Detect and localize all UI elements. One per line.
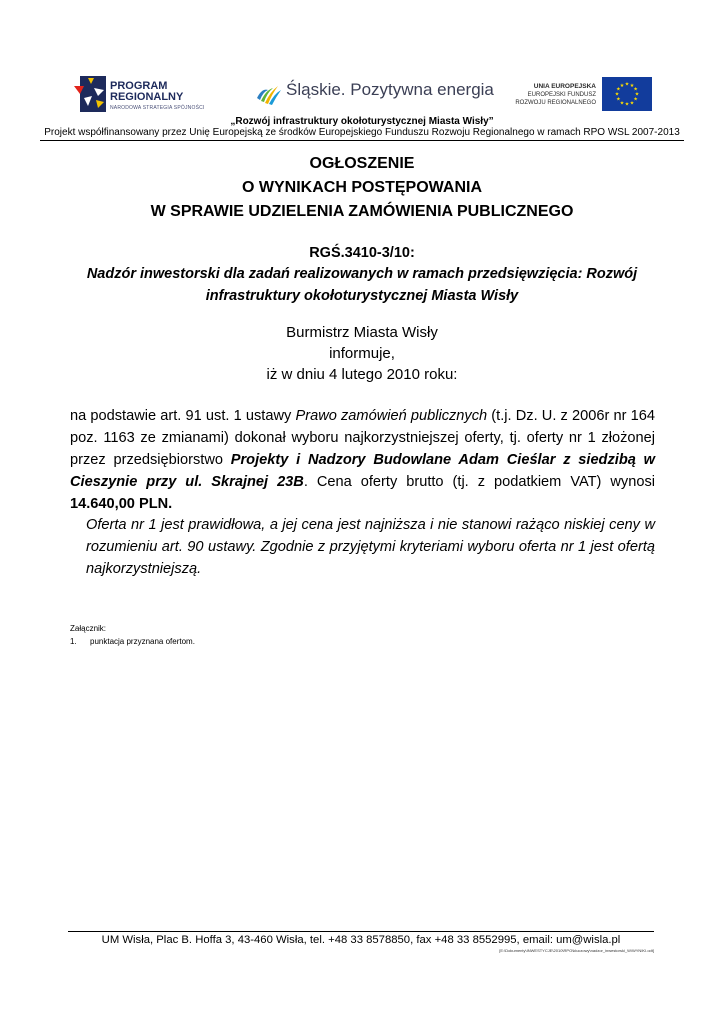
reference-number: RGŚ.3410-3/10:	[309, 245, 415, 261]
eu-star-icon: ★	[624, 81, 630, 88]
footer-file-path: [E:\Dokumenty\INWESTYCJE\2010\RPO\kluczowy\nadzor_inwestorski_W\WYNIKI.odt]	[499, 948, 654, 953]
slaskie-logo-text: Śląskie. Pozytywna energia	[286, 80, 494, 99]
footer-contact: UM Wisła, Plac B. Hoffa 3, 43-460 Wisła, tel. +48 33 8578850, fax +48 33 8552995, email: um@wisla.pl	[101, 934, 621, 946]
eu-star-icon: ★	[633, 86, 638, 93]
eu-star-icon: ★	[616, 86, 621, 93]
intro-line-3: iż w dniu 4 lutego 2010 roku:	[266, 366, 458, 383]
attachment-item: punktacja przyznana ofertom.	[90, 637, 195, 646]
eu-logo-line3: ROZWOJU REGIONALNEGO	[515, 100, 596, 106]
eu-star-icon: ★	[634, 91, 640, 98]
company-name: Projekty i Nadzory Budowlane Adam Cieślar z siedzibą w Cieszynie przy ul. Skrajnej 23B	[70, 452, 655, 490]
intro-line-2: informuje,	[329, 345, 395, 362]
cofinancing-note: Projekt współfinansowany przez Unię Europejską ze środków Europejskiego Funduszu Rozwoju Regionalnego w ramach RPO WSL 2007-2013	[44, 127, 680, 138]
slaskie-wave-icon	[254, 78, 282, 106]
program-regionalny-line2: REGIONALNY	[110, 91, 184, 103]
justification-paragraph: Oferta nr 1 jest prawidłowa, a jej cena jest najniższa i nie stanowi rażąco niskiej ceny w rozumieniu art. 90 ustawy. Zgodnie z przyjętymi kryteriami wyboru oferta nr 1 jest ofertą najkorzystniejszą.	[86, 517, 655, 577]
project-title: „Rozwój infrastruktury okołoturystycznej Miasta Wisły”	[230, 116, 494, 127]
body-part-3: . Cena oferty brutto (tj. z podatkiem VAT) wynosi	[303, 474, 655, 490]
eu-star-icon: ★	[629, 100, 635, 107]
law-name: Prawo zamówień publicznych	[295, 408, 488, 424]
attachments-label: Załącznik:	[70, 624, 107, 633]
body-part-2: (t.j. Dz. U. z 2006r nr 164 poz. 1163 ze zmianami) dokonał wyboru najkorzystniejszej oferty, tj. oferty nr 1 złożonej przez przedsiębiorstwo	[70, 408, 655, 468]
offer-price: 14.640,00 PLN.	[70, 496, 173, 512]
header-divider	[40, 140, 684, 141]
attachment-number: 1.	[70, 637, 77, 646]
eu-star-icon: ★	[619, 82, 625, 89]
body-part-1: na podstawie art. 91 ust. 1 ustawy	[70, 408, 296, 424]
eu-logo-line2: EUROPEJSKI FUNDUSZ	[527, 92, 596, 98]
document-title-line-2: O WYNIKACH POSTĘPOWANIA	[241, 179, 482, 196]
eu-logo	[508, 76, 654, 112]
program-regionalny-logo	[74, 72, 214, 116]
eu-star-icon: ★	[614, 91, 620, 98]
eu-star-icon: ★	[624, 101, 630, 108]
decision-paragraph	[70, 405, 655, 515]
eu-star-icon: ★	[616, 96, 621, 103]
document-title-line-3: W SPRAWIE UDZIELENIA ZAMÓWIENIA PUBLICZNEGO	[150, 203, 574, 220]
eu-flag-icon	[602, 77, 652, 111]
procurement-subject: Nadzór inwestorski dla zadań realizowanych w ramach przedsięwzięcia: Rozwój infrastruktury okołoturystycznej Miasta Wisły	[86, 266, 638, 304]
program-regionalny-line1: PROGRAM	[110, 80, 168, 92]
intro-line-1: Burmistrz Miasta Wisły	[286, 324, 438, 341]
eu-star-icon: ★	[633, 96, 638, 103]
eu-star-icon: ★	[619, 100, 625, 107]
eu-star-icon: ★	[629, 82, 635, 89]
document-title-line-1: OGŁOSZENIE	[309, 155, 415, 172]
program-regionalny-tagline: NARODOWA STRATEGIA SPÓJNOŚCI	[110, 105, 205, 111]
footer-divider	[68, 931, 654, 932]
program-regionalny-emblem-icon	[74, 72, 108, 114]
slaskie-logo	[254, 76, 494, 110]
eu-logo-line1: UNIA EUROPEJSKA	[533, 83, 596, 90]
